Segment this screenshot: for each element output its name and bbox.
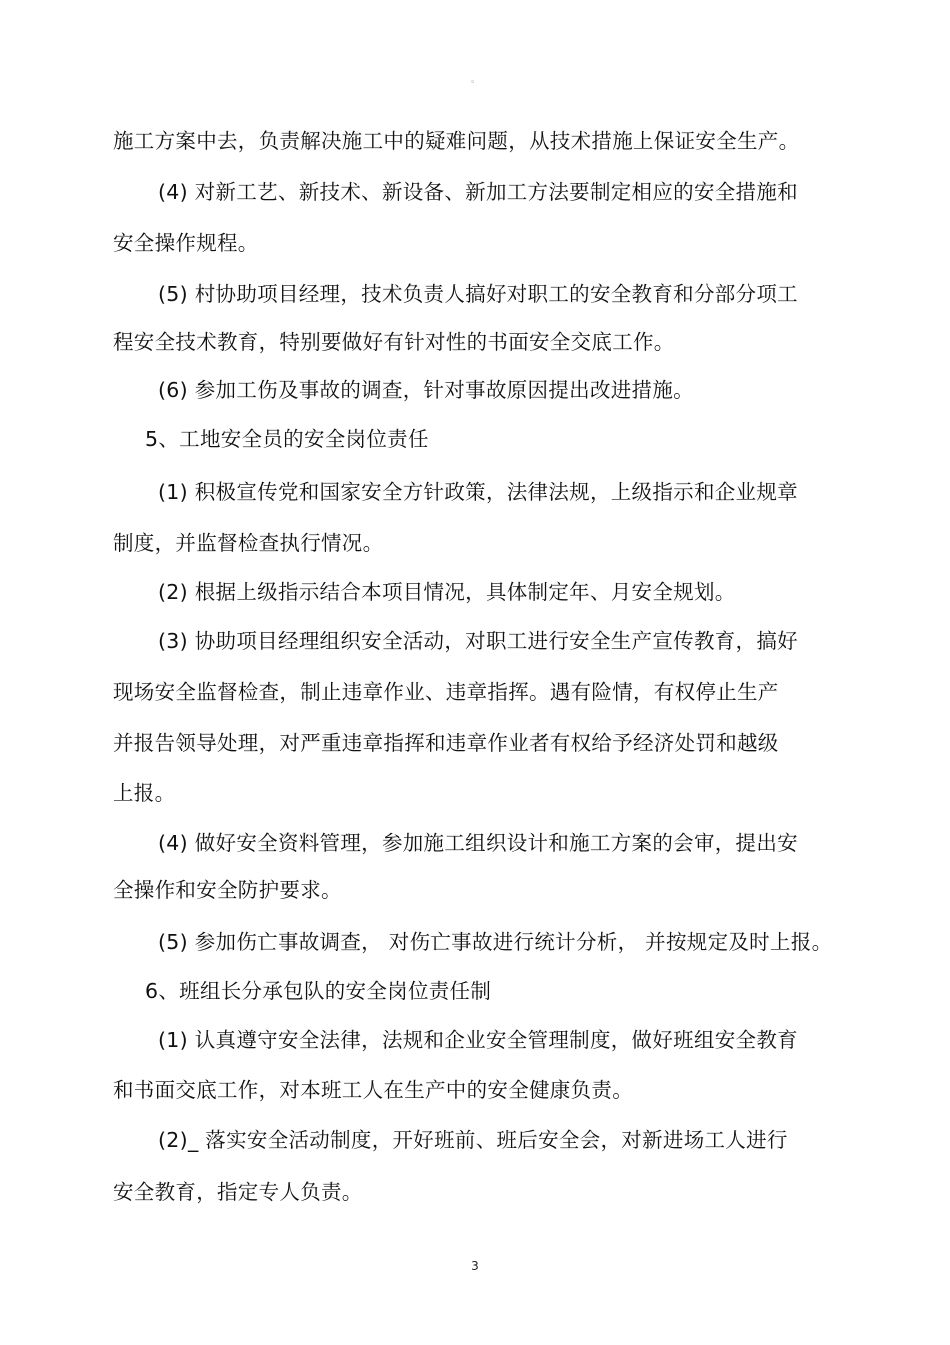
- text-line: 安全操作规程。: [113, 231, 259, 255]
- text-line: (2) 根据上级指示结合本项目情况，具体制定年、月安全规划。: [158, 580, 736, 604]
- text-line: 并报告领导处理，对严重违章指挥和违章作业者有权给予经济处罚和越级: [113, 731, 779, 755]
- text-line: 安全教育，指定专人负责。: [113, 1180, 363, 1204]
- text-line: (5) 参加伤亡事故调查， 对伤亡事故进行统计分析， 并按规定及时上报。: [158, 930, 833, 954]
- text-line: 全操作和安全防护要求。: [113, 878, 342, 902]
- section-heading: 6、班组长分承包队的安全岗位责任制: [145, 979, 492, 1003]
- header-mark: 。: [471, 75, 481, 85]
- text-line: (6) 参加工伤及事故的调查，针对事故原因提出改进措施。: [158, 378, 694, 402]
- text-line: 程安全技术教育，特别要做好有针对性的书面安全交底工作。: [113, 330, 675, 354]
- text-line: (1) 积极宣传党和国家安全方针政策，法律法规，上级指示和企业规章: [158, 480, 798, 504]
- text-line: (4) 做好安全资料管理，参加施工组织设计和施工方案的会审，提出安: [158, 831, 798, 855]
- text-line: (3) 协助项目经理组织安全活动，对职工进行安全生产宣传教育，搞好: [158, 629, 798, 653]
- text-line: (2)_ 落实安全活动制度，开好班前、班后安全会，对新进场工人进行: [158, 1128, 788, 1152]
- page-number: 3: [471, 1259, 479, 1273]
- text-line: 制度，并监督检查执行情况。: [113, 531, 384, 555]
- text-line: 和书面交底工作，对本班工人在生产中的安全健康负责。: [113, 1078, 633, 1102]
- text-line: 现场安全监督检查，制止违章作业、违章指挥。遇有险情，有权停止生产: [113, 680, 779, 704]
- text-line: (5) 村协助项目经理，技术负责人搞好对职工的安全教育和分部分项工: [158, 282, 798, 306]
- text-line: (1) 认真遵守安全法律，法规和企业安全管理制度，做好班组安全教育: [158, 1028, 798, 1052]
- text-line: (4) 对新工艺、新技术、新设备、新加工方法要制定相应的安全措施和: [158, 180, 798, 204]
- text-line: 施工方案中去，负责解决施工中的疑难问题，从技术措施上保证安全生产。: [113, 129, 800, 153]
- section-heading: 5、工地安全员的安全岗位责任: [145, 427, 429, 451]
- text-line: 上报。: [113, 781, 176, 805]
